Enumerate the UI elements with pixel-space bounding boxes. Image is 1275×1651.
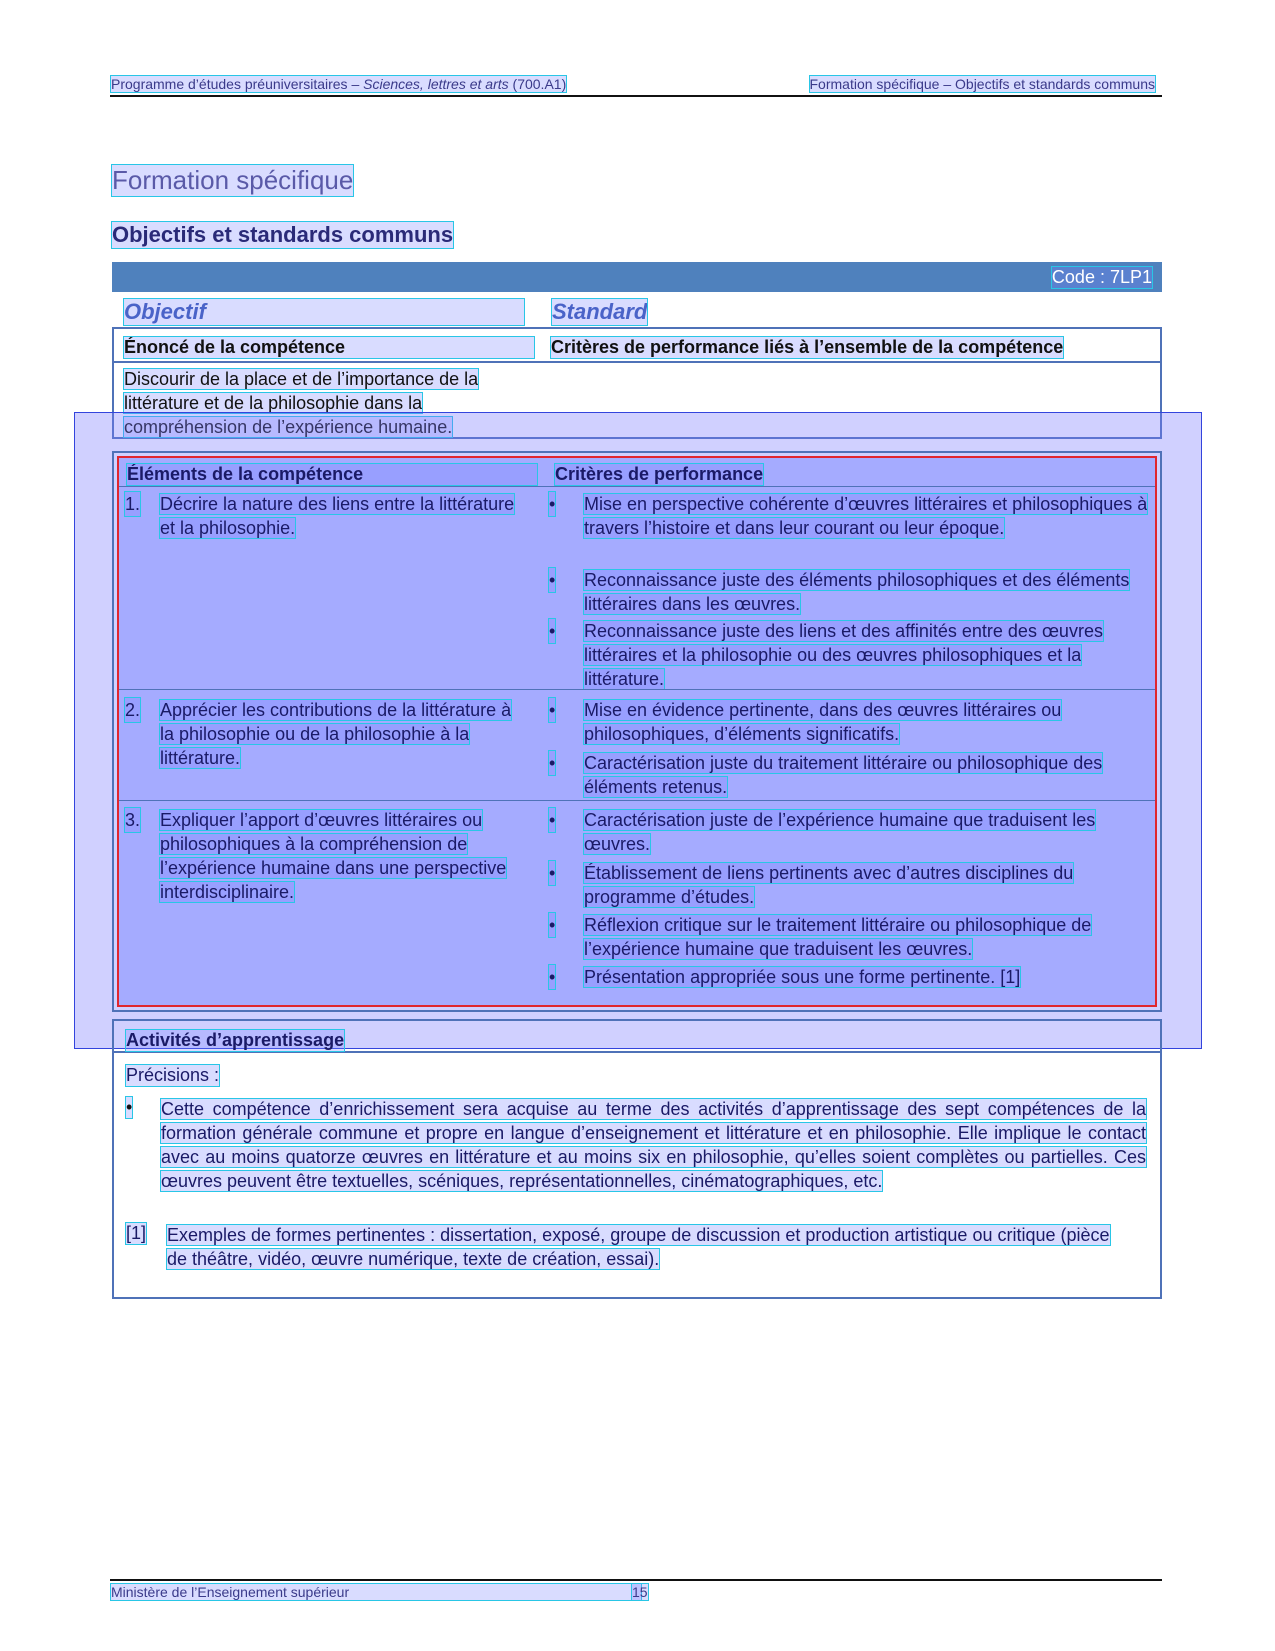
code-bar <box>112 262 1162 292</box>
header-rule <box>110 95 1162 97</box>
bullet-icon: • <box>549 494 556 514</box>
bullet-icon: • <box>549 915 556 935</box>
footnote-number: [1] <box>126 1223 147 1243</box>
row-separator <box>119 800 1155 801</box>
competence-code: Code : 7LP1 <box>1051 267 1152 287</box>
element-text: Décrire la nature des liens entre la littérature et la philosophie. <box>160 494 515 538</box>
bullet-icon: • <box>126 1097 133 1117</box>
footer-rule <box>110 1579 1162 1581</box>
criterion-text: Établissement de liens pertinents avec d’autres disciplines du programme d’études. <box>584 863 1074 907</box>
criterion-text: Caractérisation juste de l’expérience humaine que traduisent les œuvres. <box>584 810 1096 854</box>
header-left-suffix: (700.A1) <box>508 76 567 92</box>
global-criteria-heading: Critères de performance liés à l’ensemble de la compétence <box>551 337 1064 357</box>
bullet-icon: • <box>549 967 556 987</box>
activities-heading: Activités d’apprentissage <box>126 1030 345 1050</box>
element-number: 1. <box>125 494 141 514</box>
precisions-text: Cette compétence d’enrichissement sera acquise au terme des activités d’apprentissage des sept compétences de la formation générale commune et propre en langue d’enseignement et littérature et en philosophie. Elle implique le contact avec au moins quatorze œuvres en littérature et au moins six en philosophie, qu’elles soient complètes ou partielles. Ces œuvres peuvent être textuelles, scéniques, représentationnelles, cinématographiques, etc. <box>161 1099 1146 1191</box>
row-separator <box>119 689 1155 690</box>
criterion-text: Caractérisation juste du traitement littéraire ou philosophique des éléments retenus. <box>584 753 1103 797</box>
running-header-right: Formation spécifique – Objectifs et standards communs <box>809 76 1155 92</box>
criteria-heading: Critères de performance <box>555 464 764 484</box>
element-number: 2. <box>125 700 141 720</box>
criterion-text: Reconnaissance juste des liens et des affinités entre des œuvres littéraires et la philosophie ou des œuvres philosophiques et la littérature. <box>584 621 1103 689</box>
precisions-paragraph <box>161 1097 1146 1193</box>
criterion-text: Présentation appropriée sous une forme pertinente. [1] <box>584 967 1021 987</box>
bullet-icon: • <box>549 863 556 883</box>
activities-box <box>112 1019 1162 1299</box>
header-left-italic: Sciences, lettres et arts <box>363 76 509 92</box>
page-number: 15 <box>632 1584 648 1600</box>
activities-header <box>114 1021 1160 1053</box>
page-subtitle: Objectifs et standards communs <box>112 222 454 247</box>
criterion-text: Reconnaissance juste des éléments philosophiques et des éléments littéraires dans les œuvres. <box>584 570 1130 614</box>
element-text: Expliquer l’apport d’œuvres littéraires ou philosophiques à la compréhension de l’expérience humaine dans une perspective interdisciplinaire. <box>160 810 507 902</box>
element-text: Apprécier les contributions de la littérature à la philosophie ou de la philosophie à la littérature. <box>160 700 512 768</box>
criterion-text: Mise en perspective cohérente d’œuvres littéraires et philosophiques à travers l’histoire et dans leur courant ou leur époque. <box>584 494 1148 538</box>
header-left-prefix: Programme d’études préuniversitaires – <box>111 76 364 92</box>
footer-ministry: Ministère de l’Enseignement supérieur <box>111 1584 641 1600</box>
bullet-icon: • <box>549 700 556 720</box>
precisions-label: Précisions : <box>126 1065 220 1085</box>
footnote-text: Exemples de formes pertinentes : dissertation, exposé, groupe de discussion et production artistique ou critique (pièce de théâtre, vidéo, œuvre numérique, texte de création, essai). <box>167 1225 1110 1269</box>
objective-label: Objectif <box>124 299 524 325</box>
competence-box-header <box>114 329 1160 363</box>
row-separator <box>119 486 1155 487</box>
criterion-text: Mise en évidence pertinente, dans des œuvres littéraires ou philosophiques, d’éléments significatifs. <box>584 700 1062 744</box>
elements-table <box>117 456 1157 1007</box>
page-title: Formation spécifique <box>112 165 354 195</box>
bullet-icon: • <box>549 570 556 590</box>
footnote <box>167 1223 1127 1271</box>
bullet-icon: • <box>549 753 556 773</box>
competence-statement-text: Discourir de la place et de l’importance de la littérature et de la philosophie dans la compréhension de l’expérience humaine. <box>124 369 479 437</box>
competence-statement-heading: Énoncé de la compétence <box>124 337 534 358</box>
element-number: 3. <box>125 810 141 830</box>
bullet-icon: • <box>549 810 556 830</box>
standard-label: Standard <box>552 299 648 324</box>
elements-heading: Éléments de la compétence <box>127 464 537 485</box>
elements-box <box>112 451 1162 1012</box>
criterion-text: Réflexion critique sur le traitement littéraire ou philosophique de l’expérience humaine que traduisent les œuvres. <box>584 915 1092 959</box>
running-header-left <box>111 76 566 92</box>
bullet-icon: • <box>549 621 556 641</box>
